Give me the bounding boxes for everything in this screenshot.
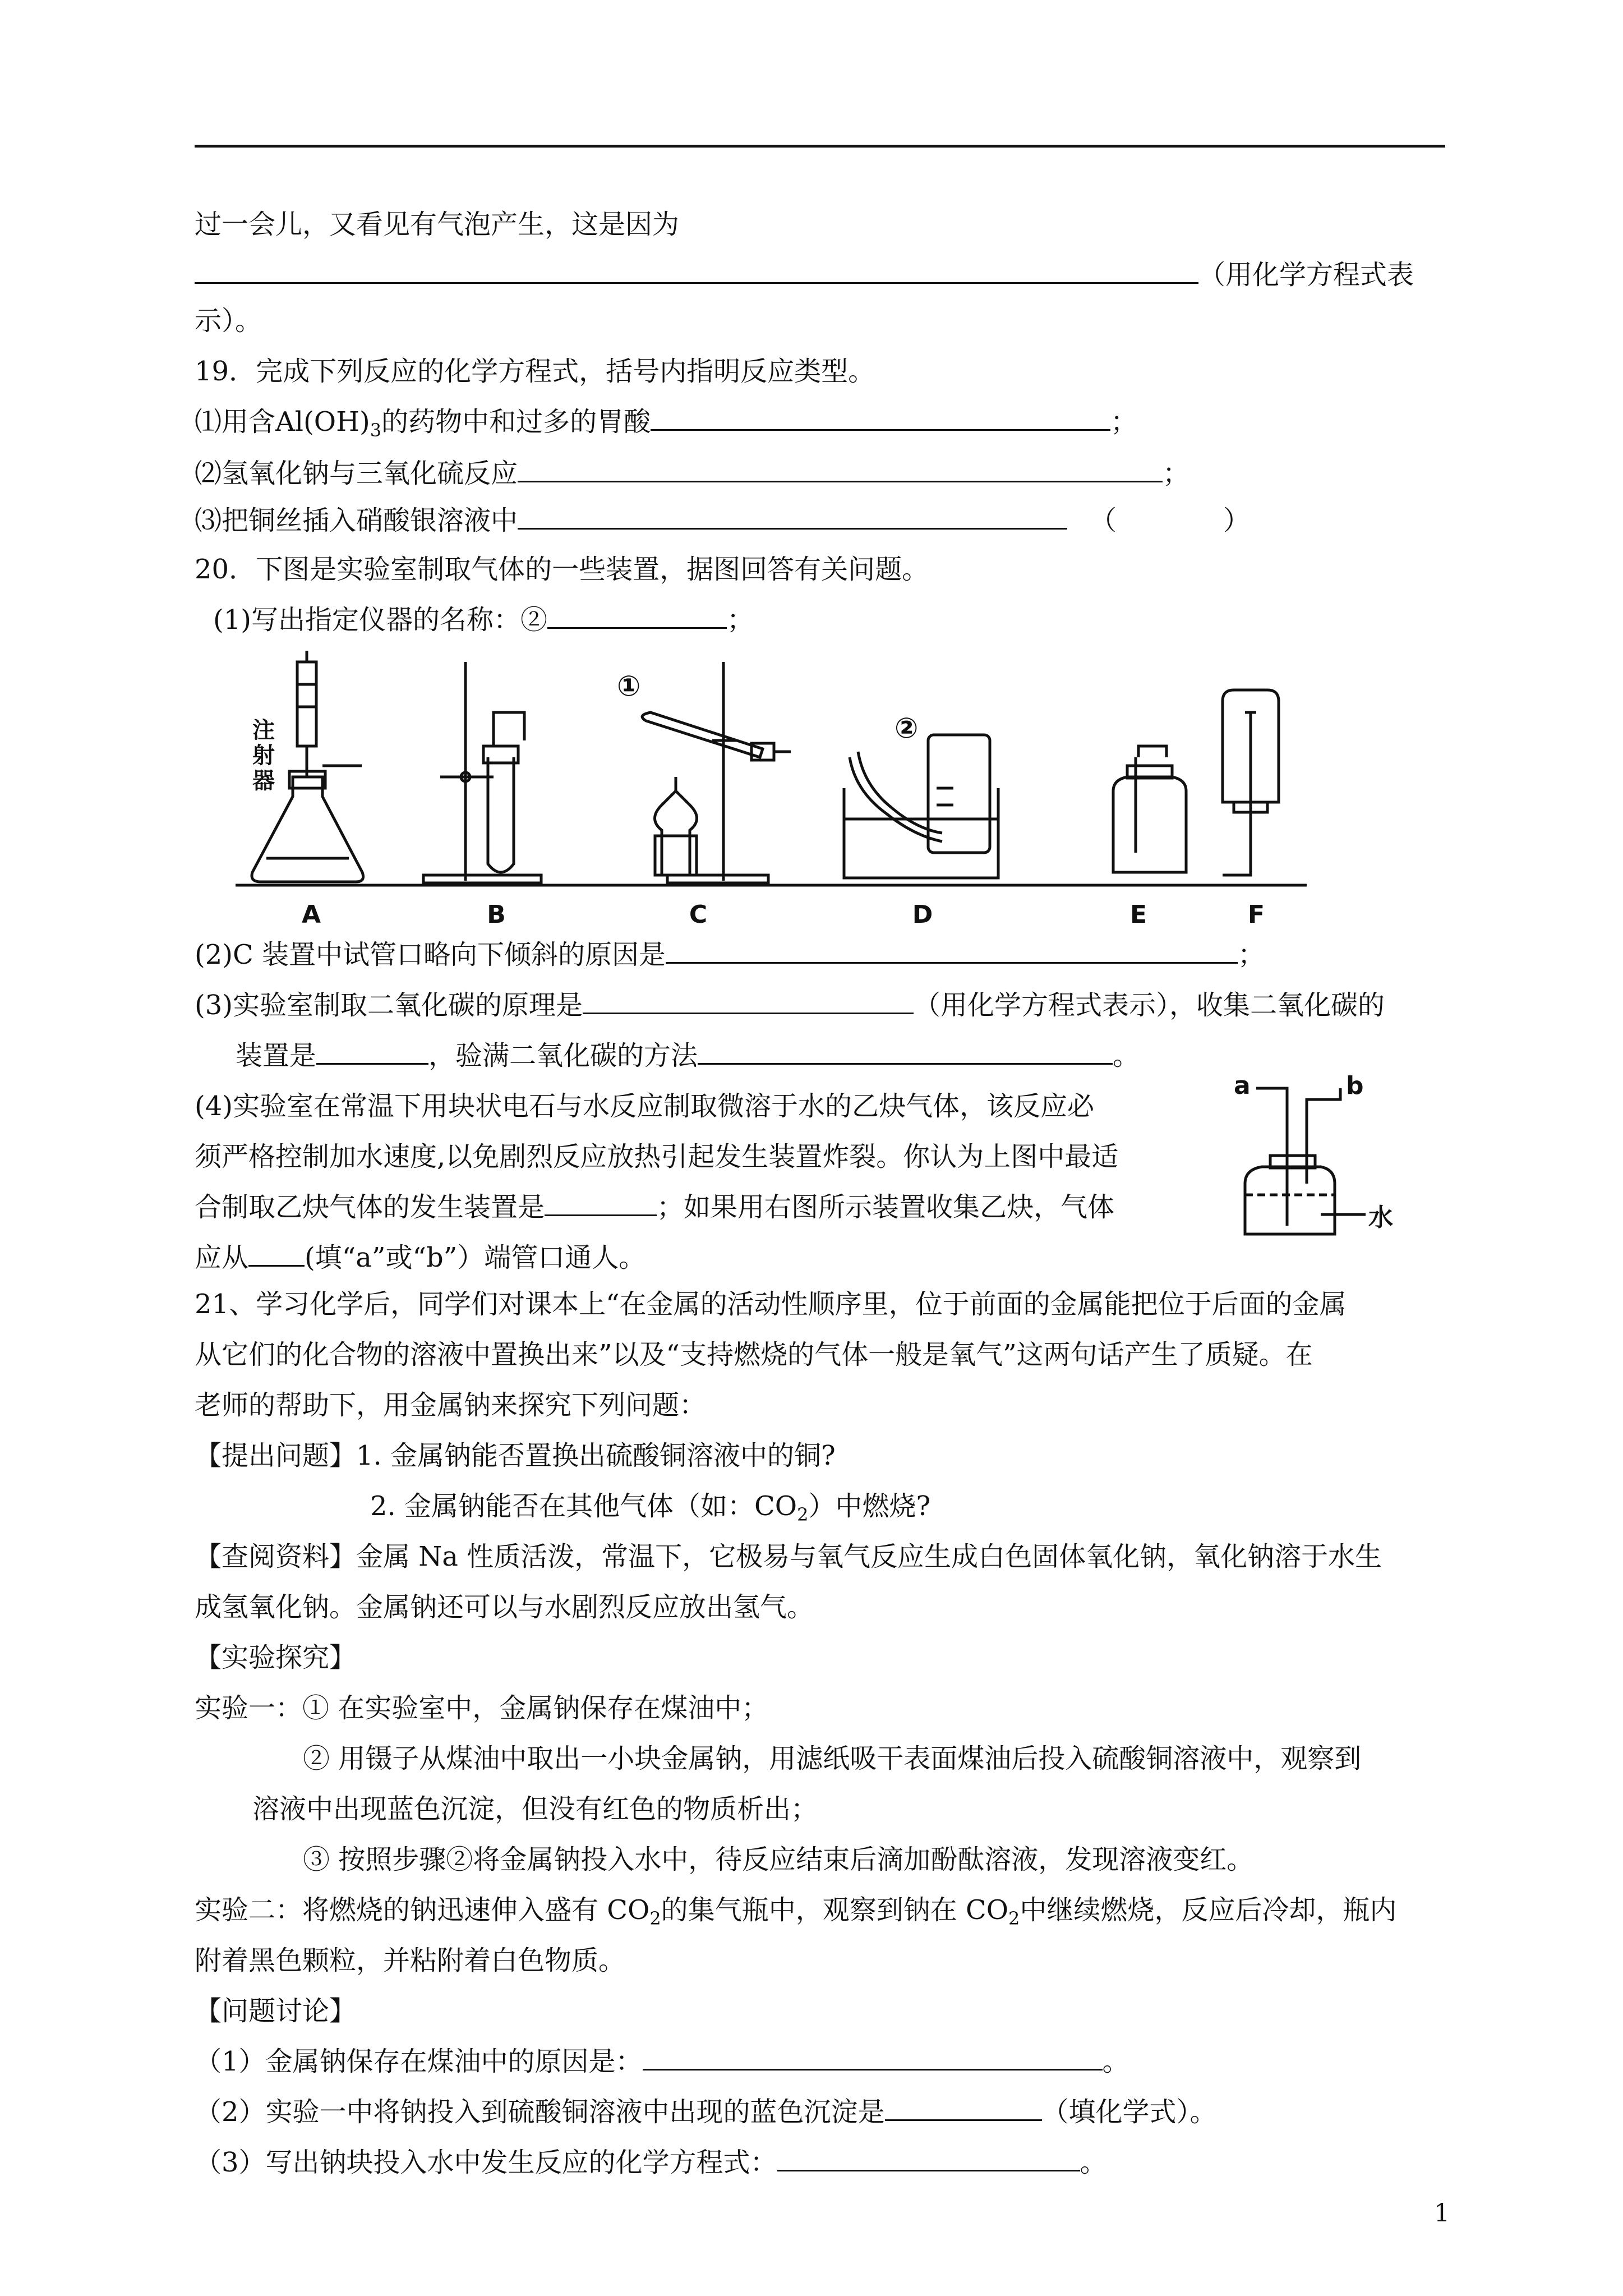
label-d: D <box>912 900 933 929</box>
label-e: E <box>1129 900 1147 929</box>
q21-d2: （2）实验一中将钠投入到硫酸铜溶液中出现的蓝色沉淀是 （填化学式）。 <box>195 2094 1217 2130</box>
apparatus-e <box>1113 746 1186 872</box>
apparatus-f <box>1223 690 1279 875</box>
apparatus-d <box>844 735 998 878</box>
answer-blank[interactable] <box>547 602 727 629</box>
q21-exp2-b: 附着黑色颗粒，并粘附着白色物质。 <box>195 1945 626 1976</box>
answer-blank[interactable] <box>545 1190 657 1216</box>
header-rule <box>195 145 1445 148</box>
q21-discuss: 【问题讨论】 <box>195 1995 357 2027</box>
answer-blank[interactable] <box>885 2095 1042 2121</box>
bottle-label-water: 水 <box>1368 1203 1393 1232</box>
q20-p4-line2: 须严格控制加水速度,以免剧烈反应放热引起发生装置炸裂。你认为上图中最适 <box>195 1141 1119 1172</box>
q21-line3: 老师的帮助下，用金属钠来探究下列问题： <box>195 1389 707 1421</box>
answer-blank[interactable] <box>195 257 1198 284</box>
q21-info2: 成氢氧化钠。金属钠还可以与水剧烈反应放出氢气。 <box>195 1591 814 1623</box>
answer-blank[interactable] <box>518 503 1067 530</box>
q20-p1: (1)写出指定仪器的名称：② ； <box>213 602 754 638</box>
answer-blank[interactable] <box>248 1240 305 1267</box>
q20-p3-line1: (3)实验室制取二氧化碳的原理是 （用化学方程式表示），收集二氧化碳的 <box>195 987 1385 1023</box>
q19-item3: ⑶把铜丝插入硝酸银溶液中 （ ） <box>195 503 1250 539</box>
q20-p2: (2)C 装置中试管口略向下倾斜的原因是 ； <box>195 937 1265 973</box>
q19-item2: ⑵氢氧化钠与三氧化硫反应 ； <box>195 455 1189 491</box>
syringe-label-2: 射 <box>252 743 275 769</box>
marker-1: ① <box>617 670 641 702</box>
answer-blank[interactable] <box>518 456 1163 482</box>
collection-bottle-figure <box>1223 1066 1475 1268</box>
q19-item1: ⑴用含$Al(OH)_3$的药物中和过多的胃酸 ； <box>195 404 1137 448</box>
answer-blank[interactable] <box>651 404 1110 431</box>
q21-exp1-d: ③ 按照步骤②将金属钠投入水中，待反应结束后滴加酚酞溶液，发现溶液变红。 <box>303 1844 1254 1875</box>
q20-title: 20．下图是实验室制取气体的一些装置，据图回答有关问题。 <box>195 554 929 585</box>
q21-exp2-a: 实验二：将燃烧的钠迅速伸入盛有 $CO_2$的集气瓶中，观察到钠在 $CO_2$中继续燃烧，反应后冷却，瓶内 <box>195 1894 1397 1929</box>
q21-exp1-b: ② 用镊子从煤油中取出一小块金属钠，用滤纸吸干表面煤油后投入硫酸铜溶液中，观察到 <box>303 1743 1362 1774</box>
q19-title: 19．完成下列反应的化学方程式，括号内指明反应类型。 <box>195 356 875 387</box>
label-a: A <box>301 900 321 929</box>
answer-blank[interactable] <box>583 988 914 1014</box>
answer-blank[interactable] <box>666 937 1238 964</box>
answer-blank[interactable] <box>643 2044 1103 2070</box>
marker-2: ② <box>895 712 919 744</box>
label-c: C <box>689 900 708 929</box>
q21-d3: （3）写出钠块投入水中发生反应的化学方程式： 。 <box>195 2145 1107 2180</box>
bottle-label-a: a <box>1234 1071 1251 1100</box>
q20-p4-line1: (4)实验室在常温下用块状电石与水反应制取微溶于水的乙炔气体，该反应必 <box>195 1091 1094 1122</box>
q21-ask1: 【提出问题】1. 金属钠能否置换出硫酸铜溶液中的铜? <box>195 1440 836 1471</box>
q21-line2: 从它们的化合物的溶液中置换出来”以及“支持燃烧的气体一般是氧气”这两句话产生了质疑。在 <box>195 1339 1313 1370</box>
q21-line1: 21、学习化学后，同学们对课本上“在金属的活动性顺序里，位于前面的金属能把位于后面的金属 <box>195 1289 1347 1320</box>
q21-exp1-a: 实验一：① 在实验室中，金属钠保存在煤油中； <box>195 1692 769 1724</box>
q21-d1: （1）金属钠保存在煤油中的原因是： 。 <box>195 2044 1129 2079</box>
answer-blank[interactable] <box>777 2145 1080 2171</box>
page-number: 1 <box>1434 2199 1450 2228</box>
apparatus-b <box>423 662 541 883</box>
q21-ask2: 2. 金属钠能否在其他气体（如：$CO_2$）中燃烧? <box>370 1490 931 1525</box>
q18-line1: 过一会儿，又看见有气泡产生，这是因为 <box>195 209 680 240</box>
q21-info1: 【查阅资料】金属 Na 性质活泼，常温下，它极易与氧气反应生成白色固体氧化钠，氧化钠溶于水生 <box>195 1541 1382 1572</box>
label-b: B <box>487 900 506 929</box>
q20-p4-line4: 应从 (填“a”或“b”）端管口通人。 <box>195 1240 645 1276</box>
q21-exp1-c: 溶液中出现蓝色沉淀，但没有红色的物质析出； <box>252 1793 818 1825</box>
label-f: F <box>1247 900 1265 929</box>
apparatus-figure <box>224 651 1318 937</box>
q20-p4-line3: 合制取乙炔气体的发生装置是 ；如果用右图所示装置收集乙炔，气体 <box>195 1189 1114 1225</box>
answer-blank[interactable] <box>316 1038 428 1065</box>
bottle-label-b: b <box>1346 1071 1364 1100</box>
q18-line2: （用化学方程式表 <box>195 257 1414 293</box>
syringe-label-3: 器 <box>252 768 275 794</box>
syringe-label-1: 注 <box>252 717 275 743</box>
q21-explore: 【实验探究】 <box>195 1642 357 1673</box>
q20-p3-line2: 装置是 ，验满二氧化碳的方法 。 <box>236 1038 1140 1074</box>
answer-blank[interactable] <box>698 1038 1113 1065</box>
apparatus-c <box>642 662 791 883</box>
q18-line3: 示）。 <box>195 305 262 337</box>
